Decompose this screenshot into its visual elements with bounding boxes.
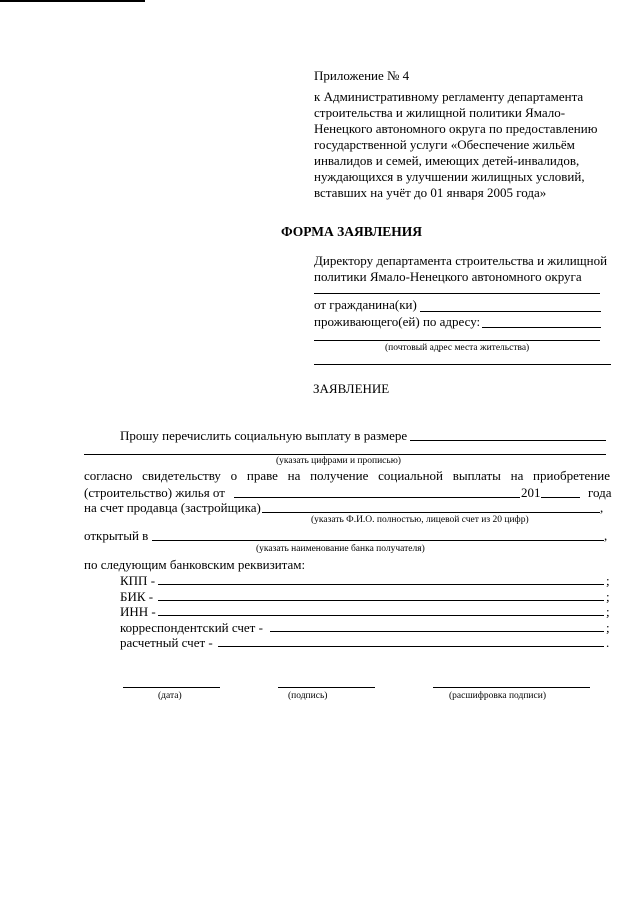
appendix-line: Ненецкого автономного округа по предоставлению [314,121,598,136]
settlement-account-label: расчетный счет - [120,635,213,650]
top-edge-mark [0,0,145,2]
appendix-line: государственной услуги «Обеспечение жильём [314,137,575,152]
request-text: Прошу перечислить социальную выплату в размере [120,428,408,443]
citizen-name-field[interactable] [420,311,601,312]
addressee-line: политики Ямало-Ненецкого автономного округа [314,269,582,284]
address-field-line-3[interactable] [314,364,611,365]
signature-decoding-caption: (расшифровка подписи) [449,691,546,701]
certificate-line: согласно свидетельству о праве на получение социальной выплаты на приобретение [84,468,610,483]
amount-field[interactable] [410,440,606,441]
form-title: ФОРМА ЗАЯВЛЕНИЯ [281,224,423,239]
bik-end: ; [606,589,610,604]
opened-end: , [604,528,608,543]
requisites-intro: по следующим банковским реквизитам: [84,557,306,572]
kpp-label: КПП - [120,573,156,588]
address-field[interactable] [482,327,601,328]
statement-title: ЗАЯВЛЕНИЕ [313,381,390,396]
kpp-field[interactable] [158,584,604,585]
signature-caption: (подпись) [288,691,328,701]
opened-text: открытый в [84,528,149,543]
settlement-account-end: . [606,635,610,650]
signature-field[interactable] [278,687,375,688]
seller-field[interactable] [262,512,600,513]
bik-label: БИК - [120,589,154,604]
corr-account-label: корреспондентский счет - [120,620,263,635]
addressee-blank-line[interactable] [314,293,600,294]
appendix-line: нуждающихся в улучшении жилищных условий, [314,169,585,184]
signature-decoding-field[interactable] [433,687,590,688]
from-citizen-label: от гражданина(ки) [314,297,417,312]
seller-caption: (указать Ф.И.О. полностью, лицевой счет из 20 цифр) [311,515,529,525]
bank-caption: (указать наименование банка получателя) [256,544,425,554]
date-caption: (дата) [158,691,182,701]
construction-text: (строительство) жилья от [84,485,225,500]
date-field[interactable] [123,687,220,688]
seller-text: на счет продавца (застройщика) [84,500,261,515]
address-field-line-2[interactable] [314,340,600,341]
year-field[interactable] [541,497,580,498]
bik-field[interactable] [158,600,604,601]
corr-account-field[interactable] [270,631,604,632]
appendix-line: строительства и жилищной политики Ямало- [314,105,566,120]
settlement-account-field[interactable] [218,646,604,647]
inn-field[interactable] [158,615,604,616]
seller-end: , [600,500,604,515]
amount-caption: (указать цифрами и прописью) [276,456,401,466]
year-prefix: 201 [521,485,541,500]
inn-label: ИНН - [120,604,156,619]
address-caption: (почтовый адрес места жительства) [385,343,530,353]
residing-label: проживающего(ей) по адресу: [314,314,481,329]
certificate-date-field[interactable] [234,497,520,498]
corr-account-end: ; [606,620,610,635]
kpp-end: ; [606,573,610,588]
appendix-line: к Административному регламенту департамента [314,89,584,104]
amount-field-line-2[interactable] [84,454,606,455]
appendix-line: вставших на учёт до 01 января 2005 года» [314,185,547,200]
addressee-line: Директору департамента строительства и жилищной [314,253,608,268]
bank-field[interactable] [152,540,604,541]
appendix-line: инвалидов и семей, имеющих детей-инвалидов, [314,153,580,168]
appendix-title: Приложение № 4 [314,68,410,83]
inn-end: ; [606,604,610,619]
year-suffix: года [588,485,612,500]
